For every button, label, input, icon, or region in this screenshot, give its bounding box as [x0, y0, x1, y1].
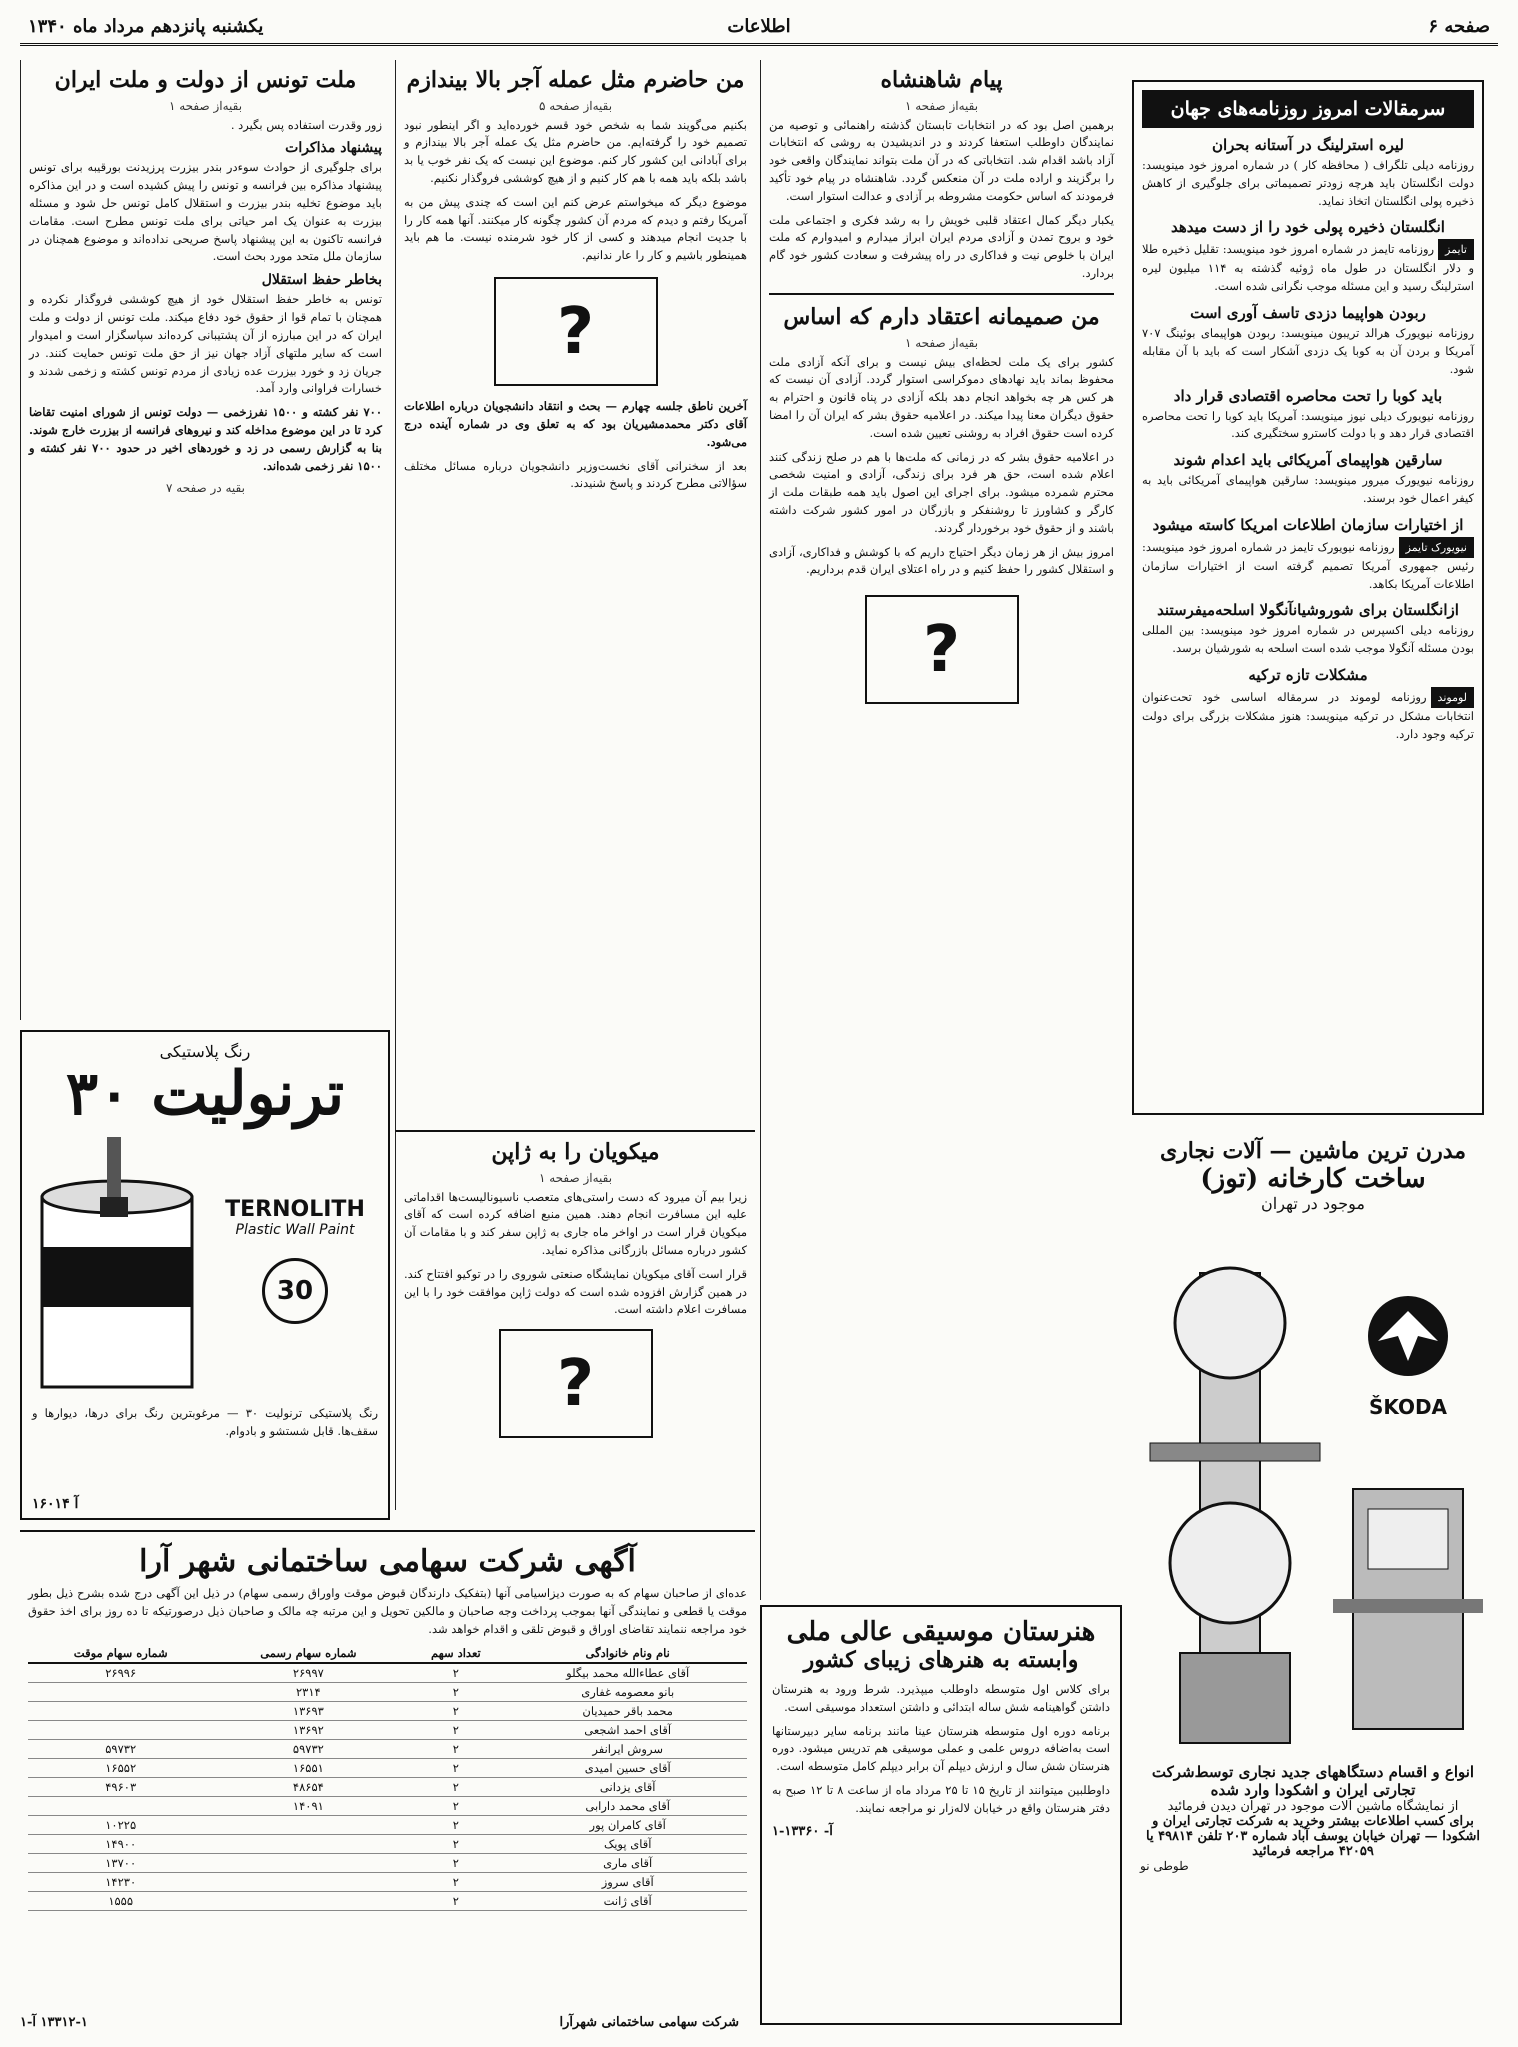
article-title: میکویان را به ژاپن	[491, 1139, 660, 1165]
table-cell: ۲	[403, 1663, 508, 1683]
ad-text: برنامه دوره اول متوسطه هنرستان عینا مانند برنامه سایر دبیرستانها است به‌اضافه دروس علمی و عملی موسیقی هم تدریس میشود. دوره هنرستان شش سال و ارزش دیپلم آن برابر دیپلم کامل متوسطه است.	[772, 1723, 1110, 1774]
ad-line: تجارتی ایران و اشکودا وارد شده	[1210, 1781, 1416, 1799]
notice-signature: شرکت سهامی ساختمانی شهرآرا	[559, 2015, 739, 2030]
editorial-text: لوموندروزنامه لوموند در سرمقاله اساسی خود تحت‌عنوان انتخابات مشکل در ترکیه مینویسد: هنوز مشکلات بزرگی برای دولت ترکیه وجود دارد.	[1142, 687, 1474, 744]
table-cell	[28, 1702, 213, 1721]
table-cell: آقای محمد دارابی	[508, 1797, 747, 1816]
article-text: برای جلوگیری از حوادث سوءدر بندر بیزرت پرزیدنت بورقیبه برای تونس پیشنهاد مذاکره بین فرانسه و تونس را پیش کشیده است و در این مذاکره باید موضوع تخلیه بندر بیزرت و استقلال کامل تونس حل شود و مسئله بیزرت به عنوان یک امر حیاتی برای ملت تونس مطرح است. مقامات فرانسه تاکنون به این پیشنهاد پاسخ صریحی نداده‌اند و موضوع همچنان در سازمان ملل متحد مورد بحث است.	[29, 160, 382, 264]
table-cell	[28, 1721, 213, 1740]
table-cell: سروش ایرانفر	[508, 1740, 747, 1759]
ad-text: داوطلبین میتوانند از تاریخ ۱۵ تا ۲۵ مرداد ماه از ساعت ۸ تا ۱۲ صبح به دفتر هنرستان واقع در خیابان لاله‌زار نو مراجعه نمایند.	[772, 1783, 1110, 1815]
table-row	[28, 1835, 747, 1854]
table-cell: آقای یزدانی	[508, 1778, 747, 1797]
editorial-headline: باید کوبا را تحت محاصره اقتصادی قرار داد	[1173, 386, 1443, 405]
shah-message-column	[760, 60, 1122, 1600]
ad-ref: طوطی نو	[1140, 1859, 1189, 1873]
mikoyan-article-column	[395, 1130, 755, 1510]
source-logo: تایمز	[1438, 239, 1474, 260]
shareholders-table	[28, 1644, 747, 1911]
ad-ref: آ- ۱۳۳۶۰-۱	[772, 1823, 833, 1839]
table-cell: ۱۳۷۰۰	[28, 1854, 213, 1873]
table-header: نام ونام خانوادگی	[508, 1644, 747, 1663]
placeholder-image: ?	[494, 277, 658, 386]
table-cell: ۲	[403, 1797, 508, 1816]
table-cell: ۲	[403, 1683, 508, 1702]
table-cell: ۲	[403, 1721, 508, 1740]
editorial-text: روزنامه دیلی اکسپرس در شماره امروز خود مینویسد: بین المللی بودن مسئله آنگولا موجب شده است اسلحه به شورشیان برسد.	[1142, 623, 1474, 656]
table-cell: آقای احمد اشجعی	[508, 1721, 747, 1740]
table-row	[28, 1873, 747, 1892]
machine-illustration-icon	[1333, 1449, 1483, 1749]
editorial-text: روزنامه دیلی تلگراف ( محافظه کار ) در شماره امروز خود مینویسد: دولت انگلستان باید هرچه زودتر تصمیماتی برای جلوگیری از کاهش ذخیره پولی انگلستان اتخاذ نماید.	[1142, 158, 1474, 208]
article-text: امروز بیش از هر زمان دیگر احتیاج داریم که با کوشش و فداکاری، آزادی و استقلال کشور را حفظ کنیم و در راه اعتلای ایران قدم برداریم.	[769, 544, 1114, 577]
article-text: زیرا بیم آن میرود که دست راستی‌های متعصب ناسیونالیست‌ها اقداماتی علیه این مسافرت انجام دهند. همین منبع اضافه کرده است که آقای میکویان قرار است در اواخر ماه جاری به ژاپن سفر کند و با مقامات آن کشور درباره مسائل بازرگانی مذاکره نماید.	[404, 1189, 747, 1258]
continued-from: بقیه‌از صفحه ۱	[904, 335, 979, 350]
table-cell	[213, 1854, 403, 1873]
ad-subtitle: وابسته به هنرهای زیبای کشور	[803, 1647, 1079, 1673]
editorial-headline: انگلستان ذخیره پولی خود را از دست میدهد	[1171, 218, 1445, 237]
table-cell: ۵۹۷۳۲	[213, 1740, 403, 1759]
table-cell: ۴۹۶۰۳	[28, 1778, 213, 1797]
table-cell: ۱۳۶۹۳	[213, 1702, 403, 1721]
table-row	[28, 1816, 747, 1835]
editorial-headline: ربودن هواپیما دزدی تاسف آوری است	[1190, 304, 1426, 323]
music-conservatory-ad	[760, 1605, 1122, 2025]
table-cell: ۲	[403, 1854, 508, 1873]
editorial-headline: لیره استرلینگ در آستانه بحران	[1212, 136, 1404, 154]
can-label: TERNOLITH	[225, 1197, 365, 1222]
table-cell	[213, 1892, 403, 1911]
table-cell: بانو معصومه غفاری	[508, 1683, 747, 1702]
ternolith-ad	[20, 1030, 390, 1520]
labor-article-column	[395, 60, 755, 1130]
table-cell: آقای پویک	[508, 1835, 747, 1854]
table-row	[28, 1759, 747, 1778]
editorial-headline: از اختیارات سازمان اطلاعات امریکا کاسته میشود	[1152, 515, 1464, 534]
table-row	[28, 1854, 747, 1873]
table-cell: آقای ژانت	[508, 1892, 747, 1911]
article-text: بعد از سخنرانی آقای نخست‌وزیر دانشجویان درباره مسائل مختلف سؤالاتی مطرح کردند و پاسخ شنیدند.	[404, 458, 747, 491]
continued-on: بقیه در صفحه ۷	[166, 481, 245, 496]
table-row	[28, 1663, 747, 1683]
table-cell	[213, 1835, 403, 1854]
table-cell: ۲۶۹۹۶	[28, 1663, 213, 1683]
ad-line: موجود در تهران	[1261, 1194, 1365, 1213]
masthead	[20, 10, 1498, 46]
article-text: تونس به خاطر حفظ استقلال خود از هیچ کوششی فروگذار نکرده و همچنان با تمام قوا از حقوق خود دفاع میکند. ملت تونس از دولت و ملت ایران که در این مبارزه از آن پشتیبانی کرده‌اند سپاسگزار است و امیدوار است که سایر ملتهای آزاد جهان نیز از حق ملت تونس حمایت کنند. در جریان زد و خورد بیزرت عده زیادی از مردم تونس کشته و زخمی شدند و خسارات فراوانی وارد آمد.	[29, 292, 382, 396]
continued-from: بقیه‌از صفحه ۱	[904, 98, 979, 113]
table-cell: ۲	[403, 1740, 508, 1759]
table-cell: آقای حسین امیدی	[508, 1759, 747, 1778]
paper-name: اطلاعات	[727, 16, 791, 37]
editorial-headline: ازانگلستان برای شوروشیانآنگولا اسلحه‌میفرستند	[1157, 601, 1459, 620]
ad-title: هنرستان موسیقی عالی ملی	[786, 1617, 1096, 1647]
table-cell	[28, 1683, 213, 1702]
article-title: من صمیمانه اعتقاد دارم که اساس	[769, 293, 1114, 332]
table-row	[28, 1740, 747, 1759]
skoda-brand: ŠKODA	[1368, 1395, 1448, 1419]
table-cell: ۲۳۱۴	[213, 1683, 403, 1702]
ad-subtitle: رنگ پلاستیکی	[159, 1042, 251, 1061]
article-text: زور وقدرت استفاده پس بگیرد .	[230, 117, 382, 132]
article-title: ملت تونس از دولت و ملت ایران	[54, 67, 357, 93]
ad-brand-title: ترنولیت	[151, 1059, 345, 1129]
table-cell: ۱۴۲۳۰	[28, 1873, 213, 1892]
ad-ref: آ ۱۶۰۱۴	[32, 1496, 79, 1512]
table-cell: ۱۰۲۲۵	[28, 1816, 213, 1835]
article-text: بکنیم می‌گویند شما به شخص خود قسم خورده‌اید و اگر اینطور نبود تصمیم خود را گرفته‌ایم. من حاضرم مثل یک عمله آجر بالا بیندازم و برای آبادانی این کشور کار کنم. موضوع این نیست که یک نفر خوب یا بد باشد بلکه باید همه با هم کار کنیم و از هیچ کوششی فروگذار نکنیم.	[404, 117, 747, 186]
table-cell: ۱۶۵۵۱	[213, 1759, 403, 1778]
tunisia-article-column	[20, 60, 390, 1020]
table-cell: محمد باقر حمیدیان	[508, 1702, 747, 1721]
table-cell: ۲	[403, 1892, 508, 1911]
badge-30: 30	[262, 1258, 328, 1324]
table-cell: ۲	[403, 1778, 508, 1797]
table-row	[28, 1721, 747, 1740]
continued-from: بقیه‌از صفحه ۱	[538, 1170, 613, 1185]
table-cell: آقای کامران پور	[508, 1816, 747, 1835]
placeholder-image: ?	[499, 1329, 653, 1438]
source-logo: لوموند	[1431, 687, 1474, 708]
article-subheading: بخاطر حفظ استقلال	[261, 272, 382, 289]
ad-text: برای کلاس اول متوسطه داوطلب میپذیرد. شرط ورود به هنرستان داشتن گواهینامه شش ساله ابتدائی و داشتن استعداد موسیقی است.	[772, 1682, 1110, 1714]
table-row	[28, 1778, 747, 1797]
table-cell	[28, 1797, 213, 1816]
editorial-text: روزنامه نیویورک هرالد تریبون مینویسد: ربودن هواپیمای بوئینگ ۷۰۷ آمریکا و بردن آن به کوبا یک دزدی آشکار است که باید با آن مقابله شود.	[1142, 326, 1474, 376]
table-row	[28, 1702, 747, 1721]
placeholder-image: ?	[865, 595, 1019, 704]
machine-illustration-icon	[1140, 1233, 1330, 1753]
ad-line: ساخت کارخانه (توز)	[1200, 1164, 1426, 1194]
article-text: در اعلامیه حقوق بشر که در زمانی که ملت‌ها با هم در صلح زندگی کنند اعلام شده است، حق هر فرد برای زندگی، آزادی و امنیت شخصی محترم شمرده میشود. برای اجرای این اصول باید همه طبقات ملت از کارگر و کشاورز تا روشنفکر و بازرگان در امور کشور شرکت داشته باشند و از حقوق خود برخوردار گردند.	[769, 449, 1114, 535]
table-cell: ۱۵۵۵	[28, 1892, 213, 1911]
table-cell: ۲	[403, 1816, 508, 1835]
can-sublabel: Plastic Wall Paint	[235, 1222, 355, 1238]
table-row	[28, 1797, 747, 1816]
article-text: قرار است آقای میکویان نمایشگاه صنعتی شوروی را در توکیو افتتاح کند. در همین گزارش افزوده شده است که دولت ژاپن موافقت خود را با این مسافرت اعلام داشته است.	[404, 1266, 747, 1317]
notice-ref: ۱۳۳۱۲-۱ آ-۱	[20, 2015, 88, 2030]
table-header: شماره سهام موقت	[28, 1644, 213, 1663]
continued-from: بقیه‌از صفحه ۵	[538, 98, 613, 113]
article-title: پیام شاهنشاه	[880, 67, 1003, 93]
table-cell: ۲	[403, 1873, 508, 1892]
table-cell: ۱۴۹۰۰	[28, 1835, 213, 1854]
source-logo: نیویورک تایمز	[1399, 537, 1474, 558]
editorial-text: روزنامه نیویورک میرور مینویسد: سارقین هواپیمای آمریکائی باید به کیفر اعمال خود برسند.	[1142, 473, 1474, 505]
table-cell: ۵۹۷۳۲	[28, 1740, 213, 1759]
table-header: شماره سهام رسمی	[213, 1644, 403, 1663]
article-text: یکبار دیگر کمال اعتقاد قلبی خویش را به رشد فکری و اجتماعی ملت خود و بروح تمدن و آزادی مردم ایران ابراز میدارم و امیدوارم که ملت ایران با خلوص نیت و فداکاری در راه پیشرفت و سعادت کشور خود گام بردارد.	[769, 212, 1114, 281]
table-cell: آقای ماری	[508, 1854, 747, 1873]
article-text: ۷۰۰ نفر کشته و ۱۵۰۰ نفرزخمی — دولت تونس از شورای امنیت تقاضا کرد تا در این موضوع مداخله کند و نیروهای فرانسه از بیزرت خارج شوند. بنا به گزارش رسمی در زد و خوردهای اخیر در حدود ۷۰۰ نفر کشته و ۱۵۰۰ نفر زخمی شده‌اند.	[29, 405, 382, 473]
page-number: صفحه ۶	[1428, 16, 1490, 37]
continued-from: بقیه‌از صفحه ۱	[168, 98, 243, 113]
article-text: آخرین ناطق جلسه چهارم — بحث و انتقاد دانشجویان درباره اطلاعات آقای دکتر محمدمشیریان بود که به تعلق وی در شماره آینده درج می‌شود.	[404, 399, 747, 449]
table-cell: ۲۶۹۹۷	[213, 1663, 403, 1683]
table-cell: ۴۸۶۵۴	[213, 1778, 403, 1797]
article-text: برهمین اصل بود که در انتخابات تابستان گذشته راهنمائی و توصیه من نمایندگان داوطلب استعفا کردند و در اندیشیدن به روشی که انتخابات آزاد باشد اقدام شد. انتخاباتی که در آن ملت بتواند نمایندگان واقعی خود را برگزیند و اراده ملت در آن منعکس گردد. شاهنشاه در پیام خود تأکید فرمودند که اساس حکومت مشروطه بر آزادی و عدالت استوار است.	[769, 117, 1114, 203]
table-cell	[213, 1873, 403, 1892]
shahr-ara-notice	[20, 1530, 755, 2030]
editorial-text: روزنامه نیویورک دیلی نیوز مینویسد: آمریکا باید کوبا را تحت محاصره اقتصادی قرار دهد و با دولت کاسترو سختگیری کند.	[1142, 408, 1474, 441]
table-cell: آقای سروز	[508, 1873, 747, 1892]
ad-brand-number: ۳۰	[65, 1059, 131, 1129]
article-text: موضوع دیگر که میخواستم عرض کنم این است که چندی پیش من به آمریکا رفتم و دیدم که مردم آن کشور چگونه کار میکنند. آنها همه کار را با جدیت انجام میدهند و کسی از کار خود شرمنده نیست. ما هم باید همینطور باشیم و کار را عار ندانیم.	[404, 194, 747, 263]
ad-text: رنگ پلاستیکی ترنولیت ۳۰ — مرغوبترین رنگ برای درها، دیوارها و سقف‌ها. قابل شستشو و بادوام.	[32, 1406, 378, 1438]
ad-line: از نمایشگاه ماشین آلات موجود در تهران دیدن فرمائید	[1167, 1799, 1459, 1814]
table-cell: ۱۴۰۹۱	[213, 1797, 403, 1816]
notice-text: عده‌ای از صاحبان سهام که به صورت دیزاسیامی آنها (بتفکیک دارندگان قبوض موقت واوراق رسمی سهام) در ذیل این آگهی درج شده بشرح ذیل بطور موقت یا قطعی و نمایندگی آنها بموجب پرداخت وجه صاحبان و مالکین تحویل و این مرتبه چه مالک و صاحبان ذیل درصورتیکه تا ده روز برای اخذ حقوق خود مراجعه ننمایند تقاضای اوراق و قبوض تلقی و اقدام خواهد شد.	[28, 1586, 747, 1636]
ad-line: برای کسب اطلاعات بیشتر وخرید به شرکت تجارتی ایران و اشکودا — تهران خیابان یوسف آباد شماره ۲۰۳ تلفن ۴۹۸۱۴ یا ۴۲۰۵۹ مراجعه فرمائید	[1145, 1814, 1481, 1859]
table-row	[28, 1892, 747, 1911]
editorial-headline: سارقین هواپیمای آمریکائی باید اعدام شوند	[1173, 451, 1443, 470]
editorial-headline: مشکلات تازه ترکیه	[1248, 666, 1368, 685]
table-cell: ۲	[403, 1759, 508, 1778]
ad-line: انواع و اقسام دستگاههای جدید نجاری توسط‌شرکت	[1151, 1763, 1475, 1781]
table-cell	[213, 1816, 403, 1835]
table-cell: ۲	[403, 1702, 508, 1721]
table-row	[28, 1683, 747, 1702]
table-cell: ۱۶۵۵۲	[28, 1759, 213, 1778]
world-editorials	[1132, 80, 1484, 1115]
skoda-logo-icon	[1348, 1291, 1468, 1391]
ad-line: مدرن ترین ماشین — آلات نجاری	[1159, 1138, 1467, 1164]
table-cell: آقای عطاءالله محمد بیگلو	[508, 1663, 747, 1683]
table-header: تعداد سهم	[403, 1644, 508, 1663]
editorial-text: نیویورک تایمزروزنامه نیویورک تایمز در شماره امروز خود مینویسد: رئیس جمهوری آمریکا تصمیم گرفته است از اختیارات سازمان اطلاعات آمریکا بکاهد.	[1142, 537, 1474, 594]
issue-date: یکشنبه پانزدهم مرداد ماه ۱۳۴۰	[28, 16, 264, 37]
paint-can-icon	[32, 1137, 202, 1397]
table-cell: ۲	[403, 1835, 508, 1854]
editorials-banner: سرمقالات امروز روزنامه‌های جهان	[1142, 90, 1474, 128]
article-subheading: پیشنهاد مذاکرات	[285, 140, 382, 157]
skoda-ad	[1132, 1130, 1494, 2030]
notice-title: آگهی شرکت سهامی ساختمانی شهر آرا	[139, 1544, 636, 1579]
article-title: من حاضرم مثل عمله آجر بالا بیندازم	[406, 67, 745, 93]
table-cell: ۱۳۶۹۲	[213, 1721, 403, 1740]
editorial-text: تایمزروزنامه تایمز در شماره امروز خود مینویسد: تقلیل ذخیره طلا و دلار انگلستان در طول ماه ژوئیه گذشته به ۱۱۴ میلیون لیره استرلینگ رسید و این مسئله موجب نگرانی شده است.	[1142, 239, 1474, 296]
article-text: کشور برای یک ملت لحظه‌ای بیش نیست و برای آنکه آزادی ملت محفوظ بماند باید نهادهای دموکراسی استوار گردد. آزادی آن نیست که هر کس هر چه بخواهد انجام دهد بلکه آزادی در پناه قانون و احترام به حقوق دیگران معنا پیدا میکند. در اعلامیه حقوق بشر که ایران آن را امضا کرده است حقوق افراد به روشنی تعیین شده است.	[769, 354, 1114, 440]
